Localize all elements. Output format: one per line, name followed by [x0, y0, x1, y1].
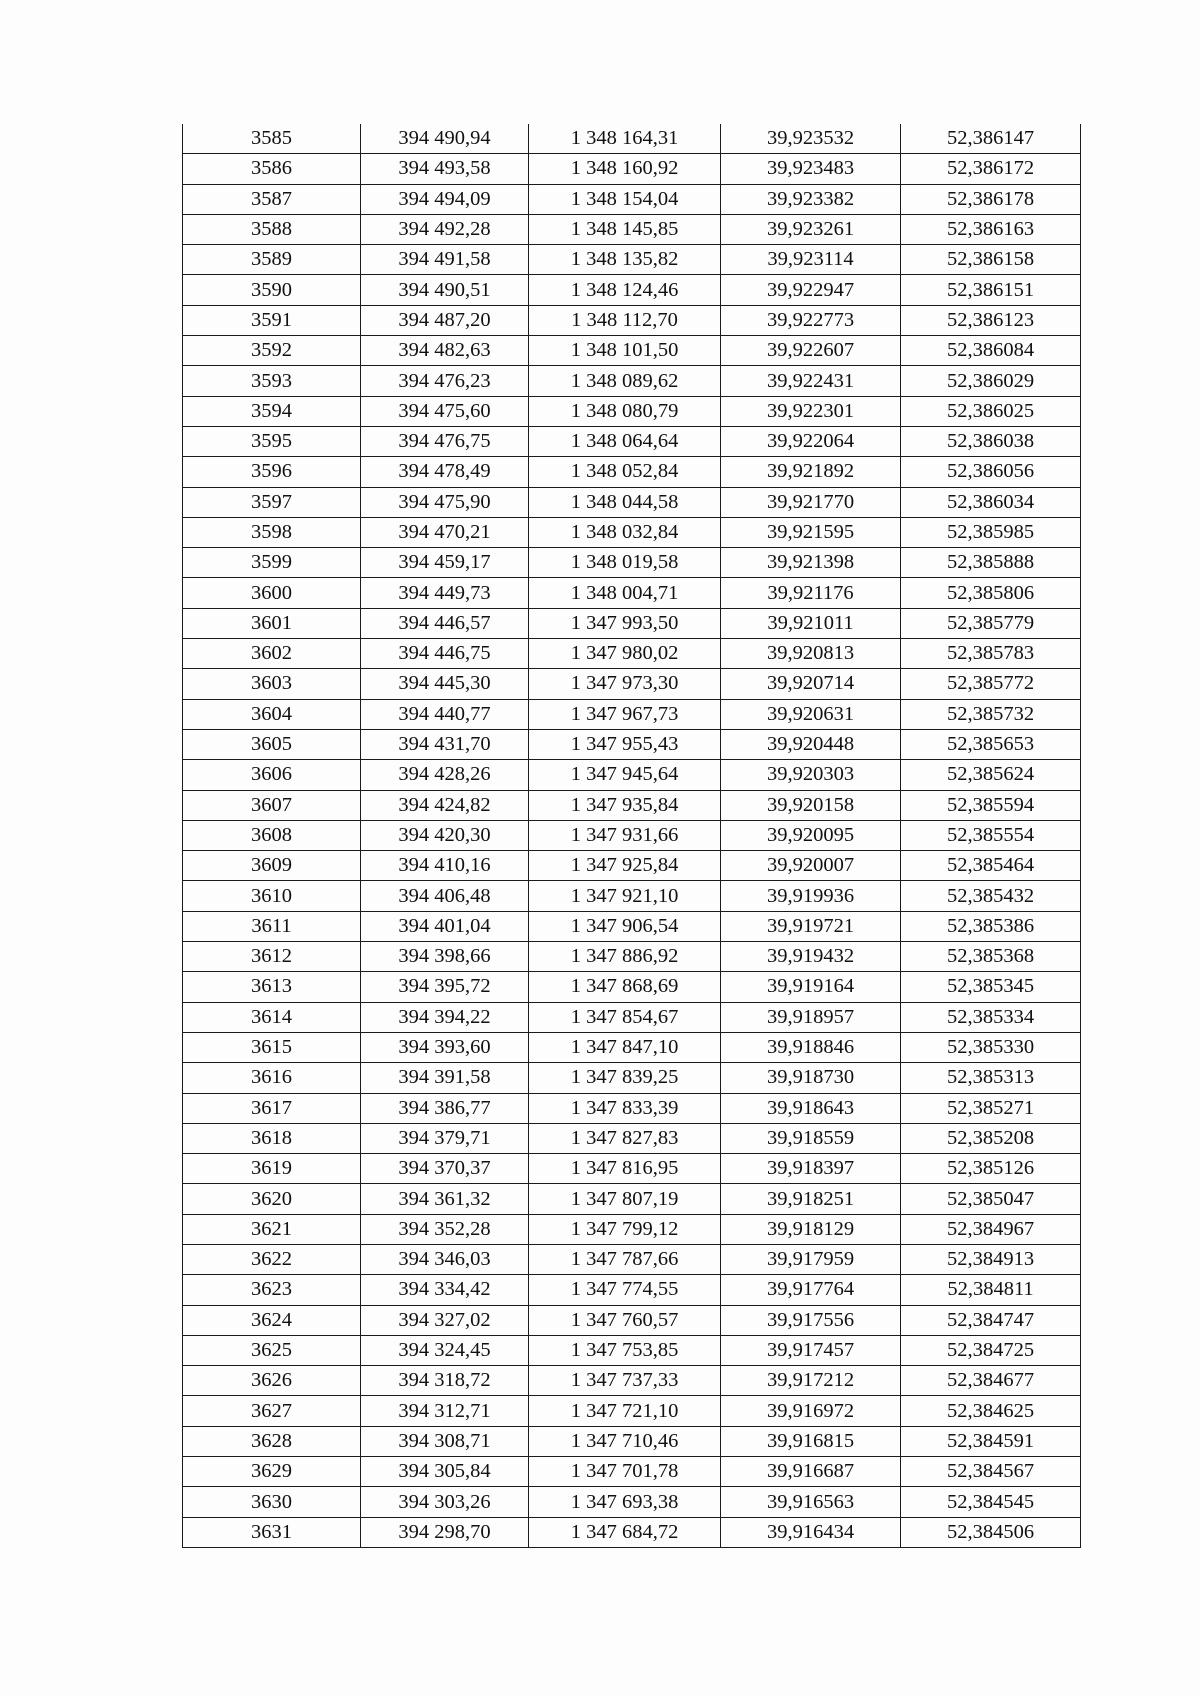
y-coordinate-cell: 1 347 931,66 [529, 820, 721, 850]
longitude-cell: 52,384747 [901, 1305, 1081, 1335]
x-coordinate-cell: 394 428,26 [361, 760, 529, 790]
point-number-cell: 3622 [183, 1244, 361, 1274]
latitude-cell: 39,922947 [721, 275, 901, 305]
point-number-cell: 3611 [183, 911, 361, 941]
point-number-cell: 3614 [183, 1002, 361, 1032]
latitude-cell: 39,920095 [721, 820, 901, 850]
point-number-cell: 3594 [183, 396, 361, 426]
point-number-cell: 3606 [183, 760, 361, 790]
table-row [183, 1244, 1081, 1274]
table-row [183, 1305, 1081, 1335]
table-row [183, 245, 1081, 275]
latitude-cell: 39,917457 [721, 1335, 901, 1365]
table-row [183, 124, 1081, 154]
longitude-cell: 52,385772 [901, 669, 1081, 699]
longitude-cell: 52,386158 [901, 245, 1081, 275]
latitude-cell: 39,923483 [721, 154, 901, 184]
x-coordinate-cell: 394 401,04 [361, 911, 529, 941]
latitude-cell: 39,920158 [721, 790, 901, 820]
y-coordinate-cell: 1 347 935,84 [529, 790, 721, 820]
x-coordinate-cell: 394 324,45 [361, 1335, 529, 1365]
point-number-cell: 3625 [183, 1335, 361, 1365]
coordinates-table [182, 124, 1081, 1548]
longitude-cell: 52,384677 [901, 1366, 1081, 1396]
longitude-cell: 52,385386 [901, 911, 1081, 941]
latitude-cell: 39,919164 [721, 972, 901, 1002]
x-coordinate-cell: 394 318,72 [361, 1366, 529, 1396]
point-number-cell: 3590 [183, 275, 361, 305]
table-row [183, 1063, 1081, 1093]
x-coordinate-cell: 394 327,02 [361, 1305, 529, 1335]
y-coordinate-cell: 1 347 854,67 [529, 1002, 721, 1032]
longitude-cell: 52,386151 [901, 275, 1081, 305]
longitude-cell: 52,384625 [901, 1396, 1081, 1426]
y-coordinate-cell: 1 347 973,30 [529, 669, 721, 699]
latitude-cell: 39,918559 [721, 1123, 901, 1153]
longitude-cell: 52,385779 [901, 608, 1081, 638]
longitude-cell: 52,384913 [901, 1244, 1081, 1274]
x-coordinate-cell: 394 475,60 [361, 396, 529, 426]
table-row [183, 517, 1081, 547]
point-number-cell: 3618 [183, 1123, 361, 1153]
table-row [183, 942, 1081, 972]
x-coordinate-cell: 394 312,71 [361, 1396, 529, 1426]
longitude-cell: 52,386056 [901, 457, 1081, 487]
table-row [183, 851, 1081, 881]
y-coordinate-cell: 1 348 101,50 [529, 336, 721, 366]
latitude-cell: 39,919432 [721, 942, 901, 972]
point-number-cell: 3593 [183, 366, 361, 396]
longitude-cell: 52,385432 [901, 881, 1081, 911]
x-coordinate-cell: 394 334,42 [361, 1275, 529, 1305]
longitude-cell: 52,386172 [901, 154, 1081, 184]
y-coordinate-cell: 1 347 839,25 [529, 1063, 721, 1093]
latitude-cell: 39,918397 [721, 1154, 901, 1184]
point-number-cell: 3630 [183, 1487, 361, 1517]
longitude-cell: 52,384567 [901, 1457, 1081, 1487]
x-coordinate-cell: 394 410,16 [361, 851, 529, 881]
y-coordinate-cell: 1 348 154,04 [529, 184, 721, 214]
y-coordinate-cell: 1 348 089,62 [529, 366, 721, 396]
table-row [183, 487, 1081, 517]
x-coordinate-cell: 394 303,26 [361, 1487, 529, 1517]
table-row [183, 457, 1081, 487]
point-number-cell: 3592 [183, 336, 361, 366]
latitude-cell: 39,918846 [721, 1032, 901, 1062]
x-coordinate-cell: 394 490,51 [361, 275, 529, 305]
point-number-cell: 3619 [183, 1154, 361, 1184]
x-coordinate-cell: 394 475,90 [361, 487, 529, 517]
x-coordinate-cell: 394 476,23 [361, 366, 529, 396]
x-coordinate-cell: 394 406,48 [361, 881, 529, 911]
table-row [183, 1487, 1081, 1517]
y-coordinate-cell: 1 348 019,58 [529, 548, 721, 578]
longitude-cell: 52,386123 [901, 305, 1081, 335]
table-row [183, 1032, 1081, 1062]
latitude-cell: 39,918129 [721, 1214, 901, 1244]
longitude-cell: 52,385271 [901, 1093, 1081, 1123]
y-coordinate-cell: 1 348 124,46 [529, 275, 721, 305]
x-coordinate-cell: 394 424,82 [361, 790, 529, 820]
x-coordinate-cell: 394 346,03 [361, 1244, 529, 1274]
y-coordinate-cell: 1 348 135,82 [529, 245, 721, 275]
point-number-cell: 3624 [183, 1305, 361, 1335]
x-coordinate-cell: 394 476,75 [361, 426, 529, 456]
latitude-cell: 39,922301 [721, 396, 901, 426]
point-number-cell: 3607 [183, 790, 361, 820]
point-number-cell: 3631 [183, 1517, 361, 1547]
point-number-cell: 3612 [183, 942, 361, 972]
point-number-cell: 3587 [183, 184, 361, 214]
x-coordinate-cell: 394 446,75 [361, 639, 529, 669]
latitude-cell: 39,916434 [721, 1517, 901, 1547]
longitude-cell: 52,385653 [901, 729, 1081, 759]
y-coordinate-cell: 1 347 921,10 [529, 881, 721, 911]
table-row [183, 639, 1081, 669]
point-number-cell: 3616 [183, 1063, 361, 1093]
table-row [183, 275, 1081, 305]
longitude-cell: 52,385985 [901, 517, 1081, 547]
table-row [183, 336, 1081, 366]
latitude-cell: 39,920714 [721, 669, 901, 699]
latitude-cell: 39,916972 [721, 1396, 901, 1426]
x-coordinate-cell: 394 394,22 [361, 1002, 529, 1032]
latitude-cell: 39,923532 [721, 124, 901, 154]
y-coordinate-cell: 1 347 847,10 [529, 1032, 721, 1062]
coordinates-table-body [183, 124, 1081, 1547]
x-coordinate-cell: 394 445,30 [361, 669, 529, 699]
table-row [183, 820, 1081, 850]
longitude-cell: 52,384967 [901, 1214, 1081, 1244]
longitude-cell: 52,386178 [901, 184, 1081, 214]
point-number-cell: 3586 [183, 154, 361, 184]
point-number-cell: 3610 [183, 881, 361, 911]
y-coordinate-cell: 1 348 052,84 [529, 457, 721, 487]
x-coordinate-cell: 394 491,58 [361, 245, 529, 275]
point-number-cell: 3603 [183, 669, 361, 699]
y-coordinate-cell: 1 348 032,84 [529, 517, 721, 547]
point-number-cell: 3608 [183, 820, 361, 850]
x-coordinate-cell: 394 305,84 [361, 1457, 529, 1487]
point-number-cell: 3598 [183, 517, 361, 547]
longitude-cell: 52,385334 [901, 1002, 1081, 1032]
y-coordinate-cell: 1 347 925,84 [529, 851, 721, 881]
longitude-cell: 52,385783 [901, 639, 1081, 669]
x-coordinate-cell: 394 440,77 [361, 699, 529, 729]
point-number-cell: 3604 [183, 699, 361, 729]
longitude-cell: 52,385345 [901, 972, 1081, 1002]
table-row [183, 699, 1081, 729]
table-row [183, 1093, 1081, 1123]
longitude-cell: 52,385806 [901, 578, 1081, 608]
table-row [183, 1457, 1081, 1487]
y-coordinate-cell: 1 347 721,10 [529, 1396, 721, 1426]
latitude-cell: 39,919721 [721, 911, 901, 941]
x-coordinate-cell: 394 446,57 [361, 608, 529, 638]
table-row [183, 881, 1081, 911]
point-number-cell: 3585 [183, 124, 361, 154]
y-coordinate-cell: 1 348 080,79 [529, 396, 721, 426]
longitude-cell: 52,386163 [901, 214, 1081, 244]
latitude-cell: 39,918957 [721, 1002, 901, 1032]
latitude-cell: 39,917556 [721, 1305, 901, 1335]
longitude-cell: 52,386029 [901, 366, 1081, 396]
table-row [183, 1396, 1081, 1426]
latitude-cell: 39,917959 [721, 1244, 901, 1274]
point-number-cell: 3617 [183, 1093, 361, 1123]
x-coordinate-cell: 394 308,71 [361, 1426, 529, 1456]
longitude-cell: 52,385208 [901, 1123, 1081, 1153]
longitude-cell: 52,386038 [901, 426, 1081, 456]
longitude-cell: 52,386025 [901, 396, 1081, 426]
latitude-cell: 39,923261 [721, 214, 901, 244]
y-coordinate-cell: 1 347 774,55 [529, 1275, 721, 1305]
latitude-cell: 39,920448 [721, 729, 901, 759]
table-row [183, 1214, 1081, 1244]
latitude-cell: 39,918730 [721, 1063, 901, 1093]
latitude-cell: 39,923114 [721, 245, 901, 275]
x-coordinate-cell: 394 487,20 [361, 305, 529, 335]
point-number-cell: 3623 [183, 1275, 361, 1305]
longitude-cell: 52,385313 [901, 1063, 1081, 1093]
x-coordinate-cell: 394 482,63 [361, 336, 529, 366]
table-row [183, 154, 1081, 184]
latitude-cell: 39,916563 [721, 1487, 901, 1517]
latitude-cell: 39,922064 [721, 426, 901, 456]
y-coordinate-cell: 1 347 816,95 [529, 1154, 721, 1184]
table-row [183, 1335, 1081, 1365]
latitude-cell: 39,923382 [721, 184, 901, 214]
y-coordinate-cell: 1 347 906,54 [529, 911, 721, 941]
x-coordinate-cell: 394 370,37 [361, 1154, 529, 1184]
y-coordinate-cell: 1 347 967,73 [529, 699, 721, 729]
y-coordinate-cell: 1 347 760,57 [529, 1305, 721, 1335]
longitude-cell: 52,385464 [901, 851, 1081, 881]
latitude-cell: 39,922773 [721, 305, 901, 335]
latitude-cell: 39,918251 [721, 1184, 901, 1214]
y-coordinate-cell: 1 347 955,43 [529, 729, 721, 759]
point-number-cell: 3602 [183, 639, 361, 669]
latitude-cell: 39,921011 [721, 608, 901, 638]
y-coordinate-cell: 1 347 993,50 [529, 608, 721, 638]
longitude-cell: 52,385594 [901, 790, 1081, 820]
longitude-cell: 52,385368 [901, 942, 1081, 972]
x-coordinate-cell: 394 494,09 [361, 184, 529, 214]
y-coordinate-cell: 1 347 753,85 [529, 1335, 721, 1365]
latitude-cell: 39,921176 [721, 578, 901, 608]
point-number-cell: 3626 [183, 1366, 361, 1396]
y-coordinate-cell: 1 347 684,72 [529, 1517, 721, 1547]
x-coordinate-cell: 394 459,17 [361, 548, 529, 578]
table-row [183, 669, 1081, 699]
y-coordinate-cell: 1 347 868,69 [529, 972, 721, 1002]
longitude-cell: 52,385888 [901, 548, 1081, 578]
x-coordinate-cell: 394 490,94 [361, 124, 529, 154]
latitude-cell: 39,921892 [721, 457, 901, 487]
table-row [183, 1366, 1081, 1396]
table-row [183, 1184, 1081, 1214]
y-coordinate-cell: 1 348 160,92 [529, 154, 721, 184]
y-coordinate-cell: 1 347 701,78 [529, 1457, 721, 1487]
table-row [183, 1275, 1081, 1305]
table-row [183, 548, 1081, 578]
longitude-cell: 52,384506 [901, 1517, 1081, 1547]
longitude-cell: 52,386147 [901, 124, 1081, 154]
point-number-cell: 3628 [183, 1426, 361, 1456]
longitude-cell: 52,384545 [901, 1487, 1081, 1517]
y-coordinate-cell: 1 347 737,33 [529, 1366, 721, 1396]
x-coordinate-cell: 394 398,66 [361, 942, 529, 972]
table-row [183, 184, 1081, 214]
y-coordinate-cell: 1 347 945,64 [529, 760, 721, 790]
point-number-cell: 3615 [183, 1032, 361, 1062]
table-row [183, 1123, 1081, 1153]
table-row [183, 608, 1081, 638]
latitude-cell: 39,920007 [721, 851, 901, 881]
point-number-cell: 3627 [183, 1396, 361, 1426]
y-coordinate-cell: 1 347 710,46 [529, 1426, 721, 1456]
point-number-cell: 3601 [183, 608, 361, 638]
longitude-cell: 52,385624 [901, 760, 1081, 790]
y-coordinate-cell: 1 347 807,19 [529, 1184, 721, 1214]
x-coordinate-cell: 394 470,21 [361, 517, 529, 547]
latitude-cell: 39,921398 [721, 548, 901, 578]
table-row [183, 911, 1081, 941]
table-row [183, 305, 1081, 335]
longitude-cell: 52,385732 [901, 699, 1081, 729]
table-row [183, 1426, 1081, 1456]
y-coordinate-cell: 1 347 693,38 [529, 1487, 721, 1517]
longitude-cell: 52,385126 [901, 1154, 1081, 1184]
latitude-cell: 39,920631 [721, 699, 901, 729]
latitude-cell: 39,919936 [721, 881, 901, 911]
x-coordinate-cell: 394 352,28 [361, 1214, 529, 1244]
point-number-cell: 3597 [183, 487, 361, 517]
longitude-cell: 52,386084 [901, 336, 1081, 366]
longitude-cell: 52,384591 [901, 1426, 1081, 1456]
x-coordinate-cell: 394 386,77 [361, 1093, 529, 1123]
longitude-cell: 52,385047 [901, 1184, 1081, 1214]
point-number-cell: 3591 [183, 305, 361, 335]
point-number-cell: 3605 [183, 729, 361, 759]
x-coordinate-cell: 394 361,32 [361, 1184, 529, 1214]
latitude-cell: 39,921770 [721, 487, 901, 517]
table-row [183, 1002, 1081, 1032]
point-number-cell: 3609 [183, 851, 361, 881]
y-coordinate-cell: 1 348 044,58 [529, 487, 721, 517]
latitude-cell: 39,920813 [721, 639, 901, 669]
point-number-cell: 3596 [183, 457, 361, 487]
longitude-cell: 52,384725 [901, 1335, 1081, 1365]
x-coordinate-cell: 394 298,70 [361, 1517, 529, 1547]
table-row [183, 1154, 1081, 1184]
x-coordinate-cell: 394 393,60 [361, 1032, 529, 1062]
latitude-cell: 39,922431 [721, 366, 901, 396]
point-number-cell: 3620 [183, 1184, 361, 1214]
latitude-cell: 39,917212 [721, 1366, 901, 1396]
longitude-cell: 52,384811 [901, 1275, 1081, 1305]
point-number-cell: 3613 [183, 972, 361, 1002]
table-row [183, 729, 1081, 759]
latitude-cell: 39,917764 [721, 1275, 901, 1305]
x-coordinate-cell: 394 449,73 [361, 578, 529, 608]
y-coordinate-cell: 1 347 980,02 [529, 639, 721, 669]
table-row [183, 972, 1081, 1002]
latitude-cell: 39,921595 [721, 517, 901, 547]
longitude-cell: 52,386034 [901, 487, 1081, 517]
y-coordinate-cell: 1 348 145,85 [529, 214, 721, 244]
table-row [183, 790, 1081, 820]
x-coordinate-cell: 394 379,71 [361, 1123, 529, 1153]
point-number-cell: 3588 [183, 214, 361, 244]
latitude-cell: 39,918643 [721, 1093, 901, 1123]
latitude-cell: 39,916815 [721, 1426, 901, 1456]
longitude-cell: 52,385554 [901, 820, 1081, 850]
point-number-cell: 3595 [183, 426, 361, 456]
y-coordinate-cell: 1 348 004,71 [529, 578, 721, 608]
table-row [183, 760, 1081, 790]
x-coordinate-cell: 394 395,72 [361, 972, 529, 1002]
y-coordinate-cell: 1 347 787,66 [529, 1244, 721, 1274]
x-coordinate-cell: 394 478,49 [361, 457, 529, 487]
x-coordinate-cell: 394 391,58 [361, 1063, 529, 1093]
longitude-cell: 52,385330 [901, 1032, 1081, 1062]
table-row [183, 578, 1081, 608]
y-coordinate-cell: 1 347 827,83 [529, 1123, 721, 1153]
latitude-cell: 39,916687 [721, 1457, 901, 1487]
table-row [183, 214, 1081, 244]
x-coordinate-cell: 394 492,28 [361, 214, 529, 244]
x-coordinate-cell: 394 493,58 [361, 154, 529, 184]
point-number-cell: 3599 [183, 548, 361, 578]
y-coordinate-cell: 1 348 064,64 [529, 426, 721, 456]
y-coordinate-cell: 1 347 833,39 [529, 1093, 721, 1123]
latitude-cell: 39,922607 [721, 336, 901, 366]
y-coordinate-cell: 1 347 886,92 [529, 942, 721, 972]
x-coordinate-cell: 394 431,70 [361, 729, 529, 759]
x-coordinate-cell: 394 420,30 [361, 820, 529, 850]
y-coordinate-cell: 1 348 112,70 [529, 305, 721, 335]
point-number-cell: 3629 [183, 1457, 361, 1487]
y-coordinate-cell: 1 348 164,31 [529, 124, 721, 154]
table-row [183, 366, 1081, 396]
table-row [183, 1517, 1081, 1547]
y-coordinate-cell: 1 347 799,12 [529, 1214, 721, 1244]
table-row [183, 396, 1081, 426]
point-number-cell: 3589 [183, 245, 361, 275]
point-number-cell: 3600 [183, 578, 361, 608]
latitude-cell: 39,920303 [721, 760, 901, 790]
point-number-cell: 3621 [183, 1214, 361, 1244]
table-row [183, 426, 1081, 456]
